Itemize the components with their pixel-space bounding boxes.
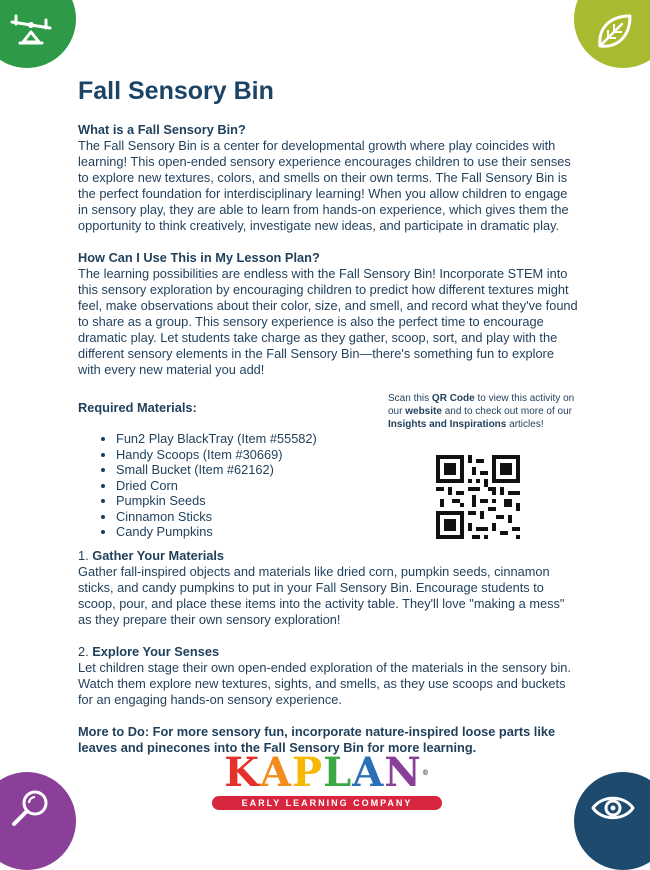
what-section (78, 122, 578, 234)
step-number: 1. (78, 548, 93, 563)
logo-letter: P (292, 749, 324, 796)
logo-tagline: EARLY LEARNING COMPANY (212, 796, 442, 810)
magnifier-badge (0, 772, 76, 870)
material-item: • Small Bucket (Item #62162) (116, 462, 317, 478)
step-2-body: Let children stage their own open-ended exploration of the materials in the sensory bin. Watch them explore new textures, sights, and smells, as they use scoops and buckets for an engaging hands-on sensory experience. (78, 660, 571, 707)
material-item: • Handy Scoops (Item #30669) (116, 447, 317, 463)
step-2-heading (78, 644, 578, 660)
step-2 (78, 644, 578, 708)
kaplan-logo[interactable] (212, 749, 442, 810)
material-item: • Candy Pumpkins (116, 524, 317, 540)
material-item: • Pumpkin Seeds (116, 493, 317, 509)
step-1 (78, 548, 578, 628)
step-title: Gather Your Materials (92, 548, 225, 563)
logo-letter: L (323, 749, 353, 796)
step-1-body: Gather fall-inspired objects and materials like dried corn, pumpkin seeds, cinnamon sticks, and candy pumpkins to put in your Fall Sensory Bin. Encourage students to scoop, pour, and place these items into the activity table. They'll love "making a mess" as they prepare their own sensory exploration! (78, 564, 565, 627)
more-to-do: More to Do: For more sensory fun, incorporate nature-inspired loose parts like leaves and pinecones into the Fall Sensory Bin for more learning. (78, 724, 556, 755)
page-title: Fall Sensory Bin (78, 77, 274, 105)
how-section (78, 250, 578, 378)
logo-letter: N (384, 749, 422, 796)
materials-section (78, 393, 578, 539)
seesaw-icon (6, 12, 56, 52)
website-label: website (405, 406, 442, 417)
eye-icon (590, 792, 636, 824)
registered-mark: ® (421, 768, 430, 777)
logo-letter: A (259, 749, 292, 796)
material-item: • Fun2 Play BlackTray (Item #55582) (116, 431, 317, 447)
how-heading: How Can I Use This in My Lesson Plan? (78, 250, 320, 265)
what-heading: What is a Fall Sensory Bin? (78, 122, 246, 137)
qr-code-label: QR Code (431, 393, 475, 404)
qr-note-text: Scan this (388, 393, 432, 404)
qr-note-text: to view this activity on our (388, 393, 575, 417)
qr-note-text: articles! (506, 419, 544, 430)
leaf-icon (592, 10, 636, 54)
materials-heading: Required Materials: (78, 400, 197, 415)
article-body (78, 122, 578, 756)
step-1-heading (78, 548, 578, 564)
material-item: • Dried Corn (116, 478, 317, 494)
logo-letter: A (352, 749, 385, 796)
leaf-badge (574, 0, 650, 68)
qr-note-text: and to check out more of our (441, 406, 572, 417)
step-title: Explore Your Senses (92, 644, 220, 659)
qr-note (388, 392, 578, 431)
how-body: The learning possibilities are endless with the Fall Sensory Bin! Incorporate STEM into this sensory exploration by encouraging children to predict how different textures might feel, make observations about their color, size, and smell, and record what they've found to share as a group. This sensory experience is also the perfect time to encourage dramatic play. Let students take charge as they gather, scoop, sort, and play with the different sensory elements in the Fall Sensory Bin—there's something fun to explore with every new material you add! (78, 266, 578, 377)
kaplan-wordmark (212, 749, 442, 796)
qr-code[interactable] (436, 455, 520, 539)
magnifying-glass-icon (8, 786, 54, 832)
eye-badge (574, 772, 650, 870)
logo-letter: K (224, 749, 260, 796)
materials-list (98, 431, 317, 540)
seesaw-badge (0, 0, 76, 68)
insights-label: Insights and Inspirations (388, 419, 507, 430)
what-body: The Fall Sensory Bin is a center for developmental growth where play coincides with learning! This open-ended sensory experience encourages children to use their senses to explore new textures, colors, and smells on their own terms. The Fall Sensory Bin is the perfect foundation for interdisciplinary learning! When you allow children to engage in sensory play, they are able to learn from hands-on experience, which gives them the opportunity to think creatively, investigate new ideas, and participate in dramatic play. (78, 138, 571, 233)
material-item: • Cinnamon Sticks (116, 509, 317, 525)
step-number: 2. (78, 644, 93, 659)
